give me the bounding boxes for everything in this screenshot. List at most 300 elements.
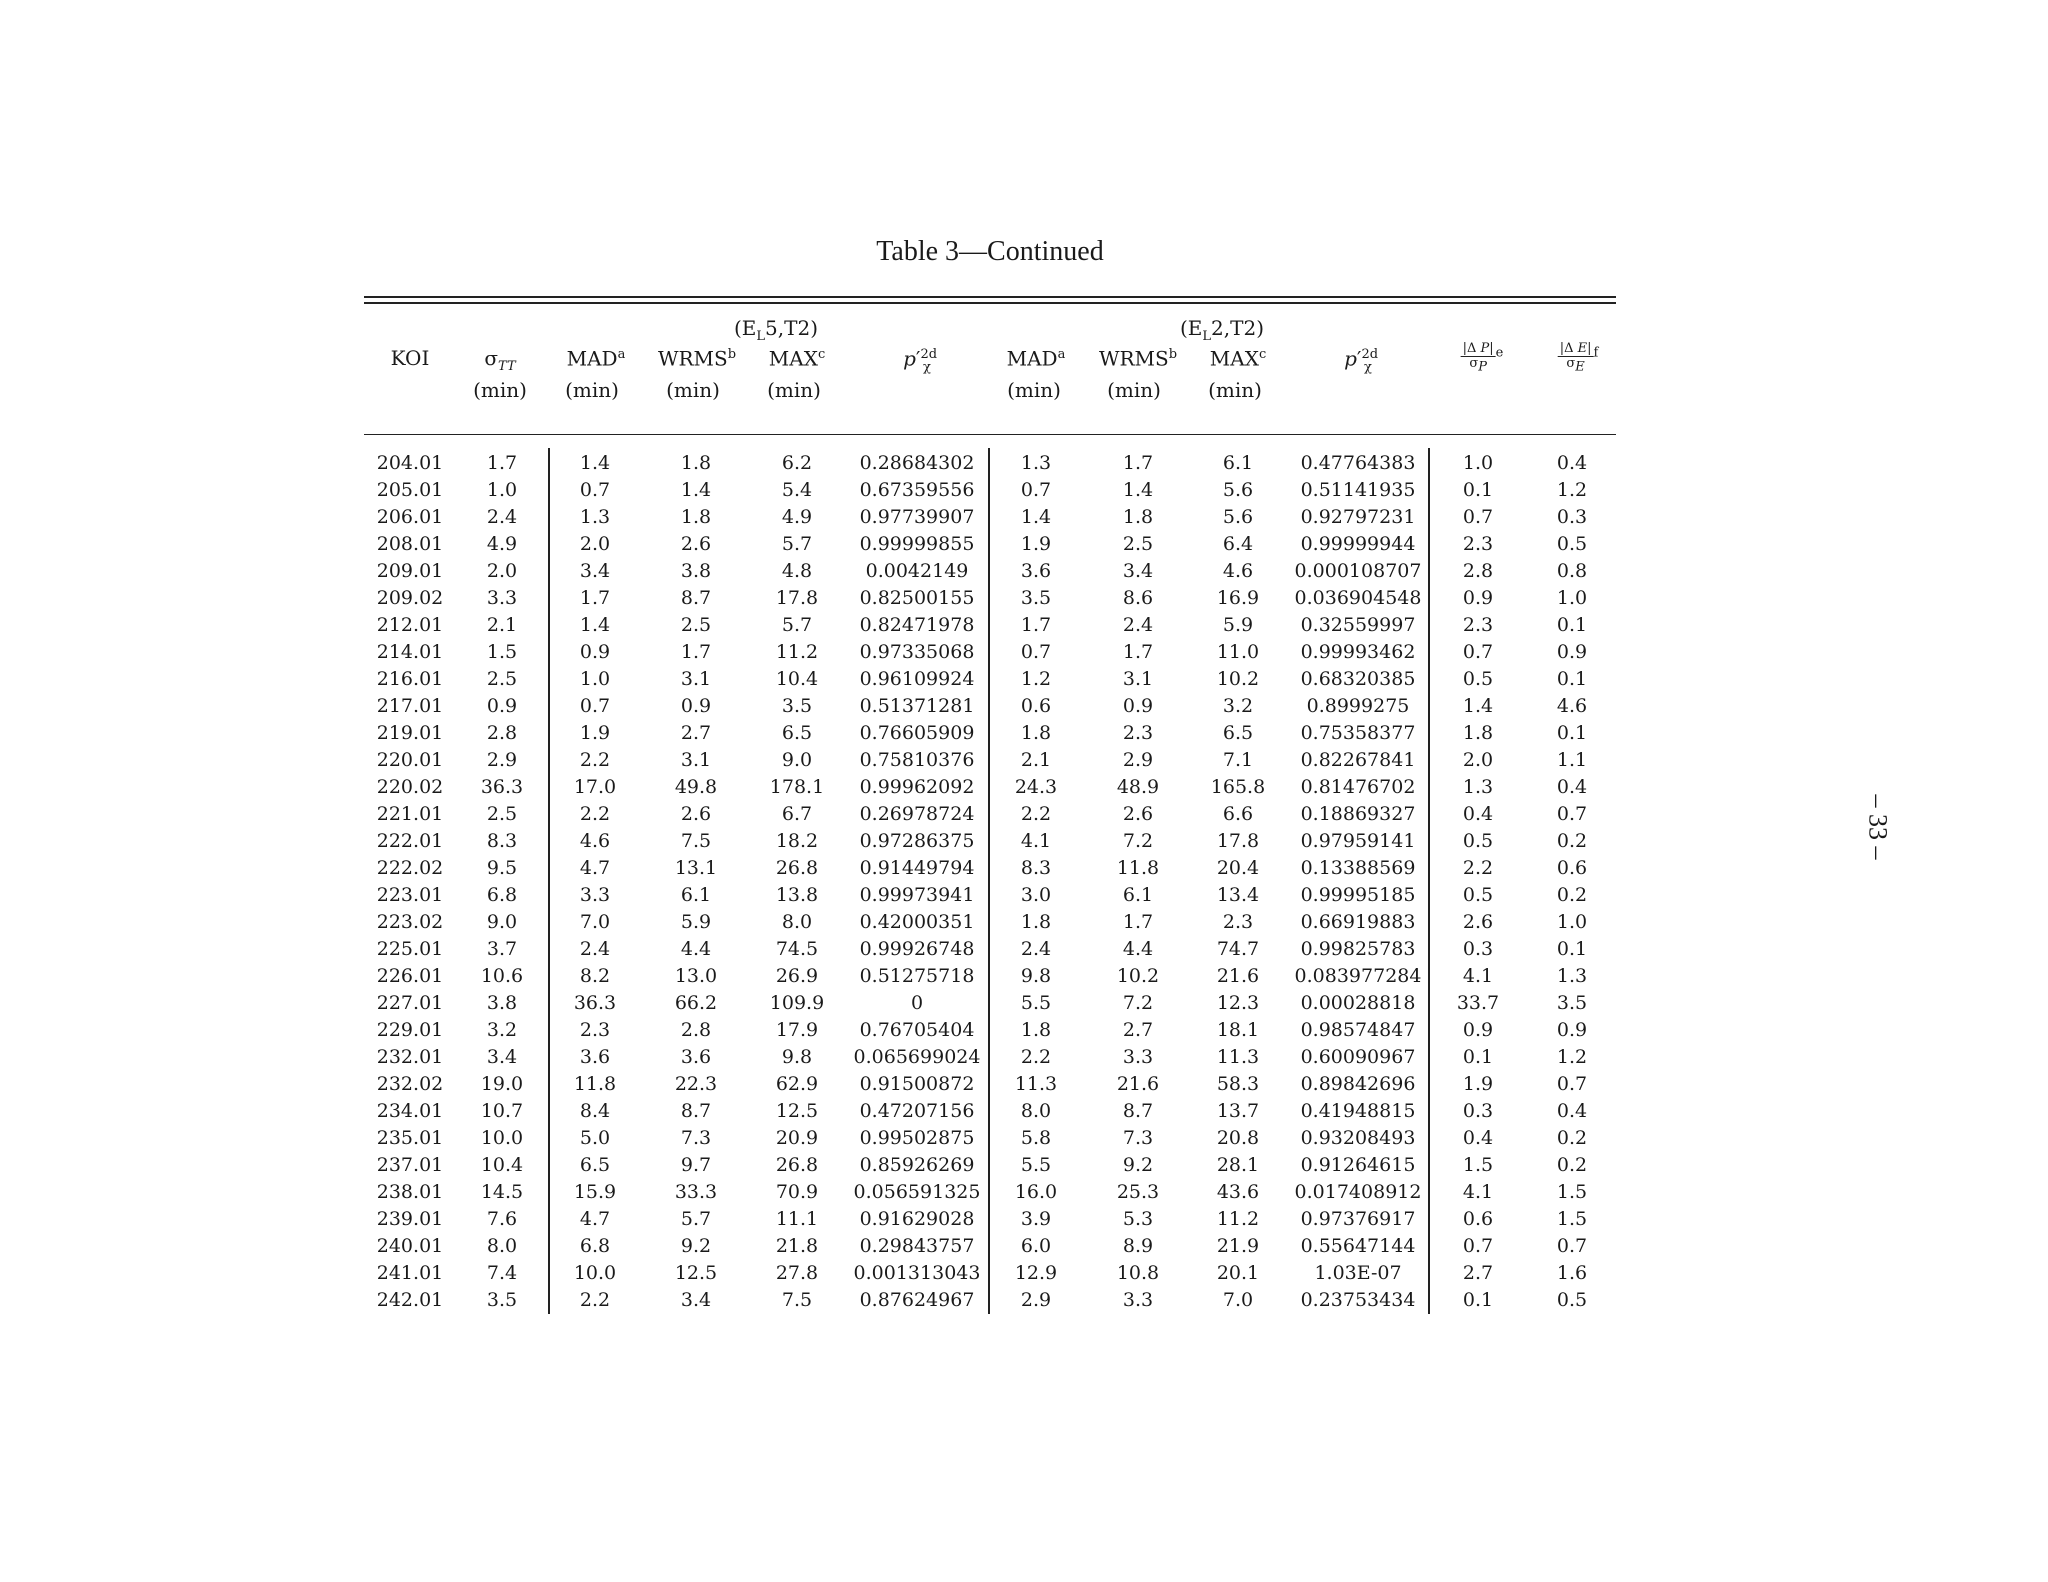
cell-pchi-el5: 0.0042149 [865,560,969,582]
cell-wrms-el2: 2.7 [1122,1019,1154,1041]
cell-wrms-el5: 66.2 [674,992,718,1014]
cell-sigma-tt: 2.5 [486,803,518,825]
cell-wrms-el5: 49.8 [674,776,718,798]
cell-delta-e: 0.4 [1556,1100,1588,1122]
table-row [0,855,2048,882]
cell-max-el2: 6.1 [1222,452,1254,474]
cell-max-el5: 17.8 [775,587,819,609]
cell-pchi-el2: 0.55647144 [1300,1235,1416,1257]
cell-mad-el2: 3.0 [1020,884,1052,906]
cell-wrms-el2: 1.7 [1122,641,1154,663]
cell-max-el2: 21.6 [1216,965,1260,987]
cell-koi: 232.02 [376,1073,444,1095]
cell-koi: 227.01 [376,992,444,1014]
cell-mad-el5: 4.6 [579,830,611,852]
cell-pchi-el5: 0.001313043 [853,1262,981,1284]
cell-mad-el2: 16.0 [1014,1181,1058,1203]
cell-mad-el5: 1.4 [579,452,611,474]
cell-pchi-el2: 0.99999944 [1300,533,1416,555]
cell-sigma-tt: 2.9 [486,749,518,771]
cell-pchi-el5: 0.82500155 [859,587,975,609]
cell-delta-p: 0.5 [1462,830,1494,852]
cell-delta-e: 1.2 [1556,1046,1588,1068]
cell-koi: 237.01 [376,1154,444,1176]
cell-pchi-el5: 0.28684302 [859,452,975,474]
cell-pchi-el5: 0.99926748 [859,938,975,960]
cell-mad-el2: 2.2 [1020,803,1052,825]
table-row [0,450,2048,477]
cell-wrms-el5: 8.7 [680,1100,712,1122]
cell-wrms-el5: 3.4 [680,1289,712,1311]
cell-max-el5: 9.0 [781,749,813,771]
cell-mad-el5: 2.2 [579,749,611,771]
cell-delta-e: 1.2 [1556,479,1588,501]
cell-mad-el2: 1.9 [1020,533,1052,555]
cell-max-el5: 4.9 [781,506,813,528]
cell-wrms-el2: 1.7 [1122,452,1154,474]
cell-mad-el5: 1.9 [579,722,611,744]
cell-max-el5: 6.5 [781,722,813,744]
cell-wrms-el2: 48.9 [1116,776,1160,798]
cell-mad-el5: 3.6 [579,1046,611,1068]
cell-delta-e: 0.8 [1556,560,1588,582]
cell-delta-e: 1.5 [1556,1208,1588,1230]
cell-pchi-el2: 0.13388569 [1300,857,1416,879]
page-number: – 33 – [1863,794,1893,860]
cell-mad-el2: 5.8 [1020,1127,1052,1149]
cell-wrms-el5: 1.8 [680,506,712,528]
cell-max-el2: 6.4 [1222,533,1254,555]
cell-wrms-el5: 3.1 [680,668,712,690]
cell-pchi-el2: 0.99995185 [1300,884,1416,906]
cell-mad-el5: 15.9 [573,1181,617,1203]
cell-max-el5: 7.5 [781,1289,813,1311]
cell-max-el5: 26.9 [775,965,819,987]
cell-mad-el2: 1.2 [1020,668,1052,690]
cell-wrms-el2: 0.9 [1122,695,1154,717]
cell-mad-el2: 8.0 [1020,1100,1052,1122]
cell-wrms-el2: 10.2 [1116,965,1160,987]
cell-koi: 209.02 [376,587,444,609]
cell-mad-el2: 2.2 [1020,1046,1052,1068]
cell-mad-el5: 4.7 [579,1208,611,1230]
cell-mad-el2: 1.8 [1020,911,1052,933]
cell-mad-el5: 2.4 [579,938,611,960]
cell-mad-el2: 11.3 [1014,1073,1058,1095]
cell-mad-el2: 0.7 [1020,479,1052,501]
cell-sigma-tt: 2.8 [486,722,518,744]
col-header-pchi-2: $p'^{2d}_\chi$ [1344,346,1379,375]
cell-delta-p: 0.5 [1462,884,1494,906]
cell-max-el2: 165.8 [1210,776,1266,798]
cell-koi: 221.01 [376,803,444,825]
cell-sigma-tt: 3.7 [486,938,518,960]
cell-mad-el2: 5.5 [1020,992,1052,1014]
table-row [0,1233,2048,1260]
cell-koi: 214.01 [376,641,444,663]
cell-delta-e: 1.5 [1556,1181,1588,1203]
cell-max-el2: 17.8 [1216,830,1260,852]
cell-max-el5: 178.1 [769,776,825,798]
cell-pchi-el2: 0.97959141 [1300,830,1416,852]
cell-max-el2: 21.9 [1216,1235,1260,1257]
cell-mad-el5: 2.2 [579,1289,611,1311]
cell-koi: 238.01 [376,1181,444,1203]
cell-delta-p: 4.1 [1462,965,1494,987]
cell-pchi-el5: 0.29843757 [859,1235,975,1257]
table-row [0,909,2048,936]
cell-sigma-tt: 9.5 [486,857,518,879]
cell-delta-p: 2.7 [1462,1262,1494,1284]
col-header-pchi-1: $p'^{2d}_\chi$ [903,346,938,375]
cell-wrms-el2: 5.3 [1122,1208,1154,1230]
cell-pchi-el5: 0.065699024 [853,1046,981,1068]
cell-wrms-el2: 6.1 [1122,884,1154,906]
cell-mad-el2: 2.4 [1020,938,1052,960]
cell-koi: 229.01 [376,1019,444,1041]
cell-sigma-tt: 1.7 [486,452,518,474]
cell-max-el2: 11.2 [1216,1208,1260,1230]
cell-pchi-el2: 0.8999275 [1306,695,1410,717]
table-caption: Table 3—Continued [876,236,1104,267]
table-row [0,774,2048,801]
cell-max-el2: 5.6 [1222,506,1254,528]
cell-koi: 241.01 [376,1262,444,1284]
cell-pchi-el5: 0.26978724 [859,803,975,825]
cell-wrms-el2: 8.6 [1122,587,1154,609]
table-row [0,990,2048,1017]
cell-max-el5: 4.8 [781,560,813,582]
cell-sigma-tt: 4.9 [486,533,518,555]
table-row [0,504,2048,531]
cell-wrms-el5: 3.8 [680,560,712,582]
cell-wrms-el5: 2.8 [680,1019,712,1041]
cell-delta-p: 2.8 [1462,560,1494,582]
cell-max-el5: 70.9 [775,1181,819,1203]
cell-delta-e: 0.1 [1556,614,1588,636]
cell-max-el2: 5.6 [1222,479,1254,501]
table-row [0,801,2048,828]
cell-wrms-el2: 25.3 [1116,1181,1160,1203]
cell-mad-el2: 12.9 [1014,1262,1058,1284]
cell-koi: 223.02 [376,911,444,933]
cell-max-el5: 17.9 [775,1019,819,1041]
cell-delta-e: 0.1 [1556,668,1588,690]
cell-wrms-el2: 2.6 [1122,803,1154,825]
cell-sigma-tt: 6.8 [486,884,518,906]
cell-pchi-el5: 0.91500872 [859,1073,975,1095]
cell-koi: 223.01 [376,884,444,906]
group-header-el2-t2: $(E_L2,T2)$ [1180,316,1264,344]
cell-pchi-el2: 0.93208493 [1300,1127,1416,1149]
table-row [0,612,2048,639]
cell-mad-el5: 1.7 [579,587,611,609]
cell-pchi-el2: 0.32559997 [1300,614,1416,636]
cell-delta-e: 0.3 [1556,506,1588,528]
cell-mad-el5: 1.4 [579,614,611,636]
cell-delta-e: 1.3 [1556,965,1588,987]
table-row [0,1287,2048,1314]
cell-delta-e: 0.2 [1556,830,1588,852]
cell-wrms-el5: 9.2 [680,1235,712,1257]
cell-delta-p: 1.0 [1462,452,1494,474]
cell-wrms-el5: 1.7 [680,641,712,663]
cell-delta-e: 0.1 [1556,722,1588,744]
cell-max-el2: 13.7 [1216,1100,1260,1122]
cell-wrms-el5: 1.8 [680,452,712,474]
unit-sigma-tt: (min) [473,378,527,402]
unit-mad-1: (min) [565,378,619,402]
cell-max-el5: 5.4 [781,479,813,501]
cell-delta-e: 1.1 [1556,749,1588,771]
cell-koi: 239.01 [376,1208,444,1230]
cell-max-el5: 3.5 [781,695,813,717]
cell-pchi-el2: 0.81476702 [1300,776,1416,798]
cell-wrms-el2: 2.4 [1122,614,1154,636]
cell-max-el2: 5.9 [1222,614,1254,636]
cell-koi: 216.01 [376,668,444,690]
cell-pchi-el5: 0.91629028 [859,1208,975,1230]
cell-wrms-el2: 1.4 [1122,479,1154,501]
cell-wrms-el5: 5.7 [680,1208,712,1230]
cell-mad-el5: 0.9 [579,641,611,663]
cell-pchi-el5: 0.75810376 [859,749,975,771]
cell-pchi-el5: 0.51371281 [859,695,975,717]
cell-sigma-tt: 8.3 [486,830,518,852]
cell-koi: 220.01 [376,749,444,771]
cell-max-el5: 12.5 [775,1100,819,1122]
cell-wrms-el2: 1.7 [1122,911,1154,933]
cell-delta-p: 2.2 [1462,857,1494,879]
cell-mad-el5: 6.8 [579,1235,611,1257]
cell-max-el5: 13.8 [775,884,819,906]
cell-pchi-el2: 0.60090967 [1300,1046,1416,1068]
cell-wrms-el5: 2.7 [680,722,712,744]
cell-delta-e: 0.5 [1556,1289,1588,1311]
cell-pchi-el2: 0.18869327 [1300,803,1416,825]
table-row [0,1260,2048,1287]
cell-max-el2: 18.1 [1216,1019,1260,1041]
cell-wrms-el2: 7.3 [1122,1127,1154,1149]
table-row [0,666,2048,693]
cell-pchi-el5: 0.91449794 [859,857,975,879]
cell-max-el2: 43.6 [1216,1181,1260,1203]
cell-mad-el2: 3.9 [1020,1208,1052,1230]
cell-wrms-el5: 6.1 [680,884,712,906]
table-row [0,693,2048,720]
table-row [0,747,2048,774]
cell-wrms-el5: 33.3 [674,1181,718,1203]
cell-mad-el2: 1.8 [1020,1019,1052,1041]
cell-wrms-el2: 2.9 [1122,749,1154,771]
cell-wrms-el2: 4.4 [1122,938,1154,960]
cell-wrms-el5: 5.9 [680,911,712,933]
table-row [0,477,2048,504]
cell-delta-p: 0.7 [1462,506,1494,528]
cell-max-el2: 2.3 [1222,911,1254,933]
cell-mad-el2: 5.5 [1020,1154,1052,1176]
cell-wrms-el5: 22.3 [674,1073,718,1095]
cell-wrms-el5: 2.6 [680,803,712,825]
cell-pchi-el2: 0.00028818 [1300,992,1416,1014]
table-row [0,963,2048,990]
cell-max-el5: 74.5 [775,938,819,960]
cell-sigma-tt: 3.2 [486,1019,518,1041]
cell-sigma-tt: 1.5 [486,641,518,663]
table-row [0,639,2048,666]
cell-max-el5: 9.8 [781,1046,813,1068]
table-row [0,720,2048,747]
cell-mad-el5: 17.0 [573,776,617,798]
cell-max-el2: 16.9 [1216,587,1260,609]
cell-mad-el2: 3.5 [1020,587,1052,609]
cell-max-el5: 62.9 [775,1073,819,1095]
cell-mad-el2: 1.4 [1020,506,1052,528]
cell-mad-el5: 1.3 [579,506,611,528]
cell-max-el5: 21.8 [775,1235,819,1257]
cell-delta-e: 0.7 [1556,1073,1588,1095]
cell-sigma-tt: 2.1 [486,614,518,636]
cell-mad-el2: 0.6 [1020,695,1052,717]
cell-delta-p: 1.5 [1462,1154,1494,1176]
unit-max-2: (min) [1208,378,1262,402]
cell-delta-p: 2.3 [1462,614,1494,636]
cell-pchi-el2: 0.91264615 [1300,1154,1416,1176]
cell-koi: 222.02 [376,857,444,879]
table-body [0,450,2048,1314]
cell-delta-e: 0.6 [1556,857,1588,879]
cell-delta-p: 2.3 [1462,533,1494,555]
cell-mad-el2: 2.9 [1020,1289,1052,1311]
cell-wrms-el2: 1.8 [1122,506,1154,528]
cell-delta-e: 0.4 [1556,452,1588,474]
table-row [0,1071,2048,1098]
cell-mad-el5: 11.8 [573,1073,617,1095]
cell-max-el5: 11.2 [775,641,819,663]
cell-delta-e: 1.0 [1556,587,1588,609]
top-rule-double [364,302,1616,304]
cell-delta-e: 0.5 [1556,533,1588,555]
col-header-wrms-1: WRMS$^b$ [657,346,737,371]
cell-max-el5: 6.7 [781,803,813,825]
cell-mad-el5: 3.3 [579,884,611,906]
cell-sigma-tt: 3.5 [486,1289,518,1311]
cell-delta-p: 4.1 [1462,1181,1494,1203]
cell-max-el5: 27.8 [775,1262,819,1284]
cell-delta-e: 0.2 [1556,1154,1588,1176]
cell-sigma-tt: 2.0 [486,560,518,582]
cell-delta-p: 0.3 [1462,1100,1494,1122]
cell-delta-e: 0.1 [1556,938,1588,960]
cell-pchi-el5: 0.99502875 [859,1127,975,1149]
cell-pchi-el5: 0.82471978 [859,614,975,636]
cell-sigma-tt: 14.5 [480,1181,524,1203]
cell-pchi-el2: 0.92797231 [1300,506,1416,528]
cell-delta-p: 1.3 [1462,776,1494,798]
cell-max-el2: 4.6 [1222,560,1254,582]
cell-delta-p: 0.9 [1462,1019,1494,1041]
cell-mad-el2: 2.1 [1020,749,1052,771]
cell-wrms-el2: 10.8 [1116,1262,1160,1284]
cell-mad-el5: 2.3 [579,1019,611,1041]
cell-delta-p: 0.7 [1462,641,1494,663]
cell-max-el5: 5.7 [781,533,813,555]
cell-pchi-el2: 0.75358377 [1300,722,1416,744]
cell-koi: 217.01 [376,695,444,717]
cell-max-el5: 26.8 [775,857,819,879]
cell-pchi-el2: 0.97376917 [1300,1208,1416,1230]
cell-delta-e: 0.2 [1556,884,1588,906]
cell-wrms-el5: 13.1 [674,857,718,879]
cell-wrms-el2: 2.5 [1122,533,1154,555]
cell-koi: 204.01 [376,452,444,474]
cell-mad-el2: 24.3 [1014,776,1058,798]
cell-sigma-tt: 3.4 [486,1046,518,1068]
header-rule [364,434,1616,435]
cell-koi: 205.01 [376,479,444,501]
cell-pchi-el2: 0.89842696 [1300,1073,1416,1095]
cell-mad-el2: 6.0 [1020,1235,1052,1257]
cell-sigma-tt: 10.4 [480,1154,524,1176]
group-header-el5-t2: $(E_L5,T2)$ [734,316,818,344]
cell-mad-el2: 1.8 [1020,722,1052,744]
cell-koi: 226.01 [376,965,444,987]
cell-pchi-el5: 0.85926269 [859,1154,975,1176]
cell-koi: 235.01 [376,1127,444,1149]
col-header-sigma-tt: $\sigma_{TT}$ [484,346,516,374]
cell-mad-el2: 1.3 [1020,452,1052,474]
cell-wrms-el2: 3.3 [1122,1046,1154,1068]
cell-sigma-tt: 3.3 [486,587,518,609]
cell-pchi-el2: 0.083977284 [1294,965,1422,987]
cell-delta-p: 0.9 [1462,587,1494,609]
cell-pchi-el5: 0.96109924 [859,668,975,690]
cell-koi: 240.01 [376,1235,444,1257]
cell-mad-el5: 6.5 [579,1154,611,1176]
cell-mad-el5: 2.0 [579,533,611,555]
cell-max-el5: 5.7 [781,614,813,636]
cell-max-el2: 28.1 [1216,1154,1260,1176]
unit-wrms-2: (min) [1107,378,1161,402]
cell-pchi-el2: 0.68320385 [1300,668,1416,690]
cell-pchi-el5: 0.99999855 [859,533,975,555]
cell-mad-el5: 2.2 [579,803,611,825]
cell-koi: 234.01 [376,1100,444,1122]
cell-pchi-el5: 0.99962092 [859,776,975,798]
cell-wrms-el5: 4.4 [680,938,712,960]
cell-mad-el5: 3.4 [579,560,611,582]
cell-delta-e: 4.6 [1556,695,1588,717]
cell-wrms-el2: 3.4 [1122,560,1154,582]
col-header-koi: KOI [390,346,430,370]
cell-delta-p: 0.3 [1462,938,1494,960]
cell-pchi-el5: 0.97335068 [859,641,975,663]
cell-koi: 222.01 [376,830,444,852]
cell-delta-e: 0.4 [1556,776,1588,798]
cell-pchi-el2: 0.036904548 [1294,587,1422,609]
unit-max-1: (min) [767,378,821,402]
cell-mad-el2: 4.1 [1020,830,1052,852]
table-row [0,1098,2048,1125]
col-header-max-1: MAX$^c$ [768,346,826,371]
cell-wrms-el5: 1.4 [680,479,712,501]
table-row [0,585,2048,612]
cell-pchi-el5: 0 [910,992,924,1014]
cell-wrms-el5: 7.3 [680,1127,712,1149]
col-header-mad-1: MAD$^a$ [566,346,626,371]
cell-wrms-el2: 11.8 [1116,857,1160,879]
cell-max-el2: 20.1 [1216,1262,1260,1284]
